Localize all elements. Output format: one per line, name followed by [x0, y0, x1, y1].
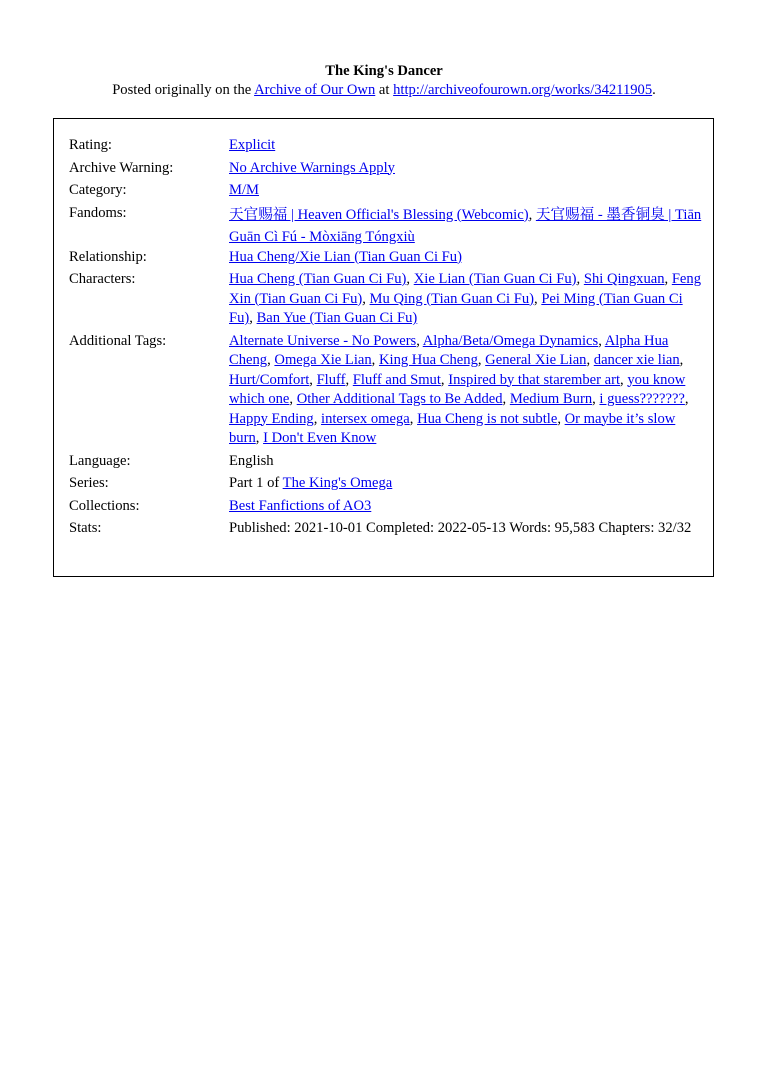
additional-tags-label: Additional Tags:: [69, 332, 167, 349]
collections-tags: [229, 497, 707, 517]
tag-link[interactable]: Or maybe it’s slow burn: [229, 410, 676, 446]
tag-link[interactable]: Explicit: [229, 137, 276, 153]
tag-link[interactable]: Ban Yue (Tian Guan Ci Fu): [256, 310, 418, 326]
rating-row: [69, 136, 709, 156]
work-url-link[interactable]: http://archiveofourown.org/works/34211905: [393, 82, 653, 98]
tag-link[interactable]: King Hua Cheng: [378, 352, 478, 368]
tag-link[interactable]: Fluff: [316, 371, 346, 388]
tag-link[interactable]: Hurt/Comfort: [229, 371, 310, 388]
characters-row: [69, 270, 709, 329]
tag-link[interactable]: Happy Ending: [229, 410, 314, 427]
tag-link[interactable]: Shi Qingxuan: [583, 271, 665, 287]
tag-link[interactable]: No Archive Warnings Apply: [229, 159, 395, 176]
tag-link[interactable]: Feng Xin (Tian Guan Ci Fu): [229, 271, 701, 307]
tag-link[interactable]: M/M: [229, 182, 260, 198]
metadata-table: [69, 136, 709, 539]
tag-link[interactable]: Fluff and Smut: [352, 371, 441, 388]
relationship-label: Relationship:: [69, 248, 147, 265]
characters-tags: Hua Cheng (Tian Guan Ci Fu), Xie Lian (Tian Guan Ci Fu), Shi Qingxuan, Feng Xin (Tian Guan Ci Fu), Mu Qing (Tian Guan Ci Fu), Pei Ming (Tian Guan Ci Fu), Ban Yue (Tian Guan Ci Fu): [229, 271, 701, 326]
tag-link[interactable]: 天官赐福 | Heaven Official's Blessing (Webcomic): [229, 206, 529, 223]
tag-link[interactable]: i guess???????: [599, 391, 685, 407]
series-prefix: Part 1 of: [229, 475, 280, 491]
category-row: [69, 181, 709, 201]
tag-link[interactable]: intersex omega: [321, 410, 410, 427]
language-label: Language:: [69, 452, 131, 469]
series-value: [229, 474, 707, 494]
rating-tags: [229, 136, 707, 156]
tag-link[interactable]: Alpha Hua Cheng: [229, 332, 669, 368]
posted-period: .: [652, 82, 656, 98]
tag-link[interactable]: Hua Cheng (Tian Guan Ci Fu): [229, 271, 407, 287]
fandoms-tags: 天官赐福 | Heaven Official's Blessing (Webcomic), 天官赐福 - 墨香铜臭 | Tiān Guān Cì Fú - Mòxiāng Tóngxiù: [229, 206, 702, 245]
work-title: The King's Dancer: [325, 63, 443, 79]
stats-value: Published: 2021-10-01 Completed: 2022-05-13 Words: 95,583 Chapters: 32/32: [229, 520, 692, 536]
work-header: [0, 62, 768, 100]
relationship-row: [69, 248, 709, 268]
language-row: [69, 452, 709, 472]
archive-link[interactable]: Archive of Our Own: [254, 82, 376, 98]
series-row: [69, 474, 709, 494]
warning-label: Archive Warning:: [69, 159, 174, 176]
tag-link[interactable]: Medium Burn: [509, 391, 593, 407]
additional-tags: Alternate Universe - No Powers, Alpha/Beta/Omega Dynamics, Alpha Hua Cheng, Omega Xie Lian, King Hua Cheng, General Xie Lian, dancer xie lian, Hurt/Comfort, Fluff, Fluff and Smut, Inspired by that starember art, you know which one, Other Additional Tags to Be Added, Medium Burn, i guess???????, Happy Ending, intersex omega, Hua Cheng is not subtle, Or maybe it’s slow burn, I Don't Even Know: [229, 332, 689, 446]
category-label: Category:: [69, 182, 127, 198]
tag-link[interactable]: you know which one: [229, 371, 686, 407]
posted-line: [0, 81, 768, 100]
tag-link[interactable]: Other Additional Tags to Be Added: [296, 391, 503, 407]
relationship-tags: [229, 248, 707, 268]
additional-tags-row: [69, 332, 709, 449]
tag-link[interactable]: I Don't Even Know: [263, 430, 377, 446]
tag-link[interactable]: Inspired by that starember art: [448, 371, 621, 388]
tag-link[interactable]: Xie Lian (Tian Guan Ci Fu): [413, 271, 577, 287]
tag-link[interactable]: Alpha/Beta/Omega Dynamics: [422, 332, 599, 349]
tag-link[interactable]: Mu Qing (Tian Guan Ci Fu): [369, 290, 535, 307]
tag-link[interactable]: General Xie Lian: [485, 352, 587, 368]
collections-label: Collections:: [69, 497, 140, 514]
stats-label: Stats:: [69, 520, 102, 536]
stats-row: [69, 519, 709, 539]
language-value: English: [229, 452, 274, 469]
series-link[interactable]: The King's Omega: [282, 475, 393, 491]
tag-link[interactable]: dancer xie lian: [593, 352, 680, 368]
tag-link[interactable]: 天官赐福 - 墨香铜臭 | Tiān Guān Cì Fú - Mòxiāng Tóngxiù: [229, 206, 702, 245]
rating-label: Rating:: [69, 137, 112, 153]
tag-link[interactable]: Best Fanfictions of AO3: [229, 497, 372, 514]
metadata-box: [53, 118, 714, 577]
tag-link[interactable]: Pei Ming (Tian Guan Ci Fu): [229, 290, 683, 326]
fandoms-row: [69, 204, 709, 248]
warning-tags: [229, 159, 707, 179]
posted-prefix: Posted originally on the: [112, 82, 252, 98]
characters-label: Characters:: [69, 271, 136, 287]
series-label: Series:: [69, 475, 109, 491]
tag-link[interactable]: Omega Xie Lian: [274, 352, 372, 368]
tag-link[interactable]: Hua Cheng/Xie Lian (Tian Guan Ci Fu): [229, 248, 462, 265]
category-tags: [229, 181, 707, 201]
fandoms-label: Fandoms:: [69, 204, 127, 221]
warning-row: [69, 159, 709, 179]
tag-link[interactable]: Hua Cheng is not subtle: [417, 410, 558, 427]
collections-row: [69, 497, 709, 517]
posted-at: at: [378, 82, 390, 98]
tag-link[interactable]: Alternate Universe - No Powers: [229, 332, 417, 349]
